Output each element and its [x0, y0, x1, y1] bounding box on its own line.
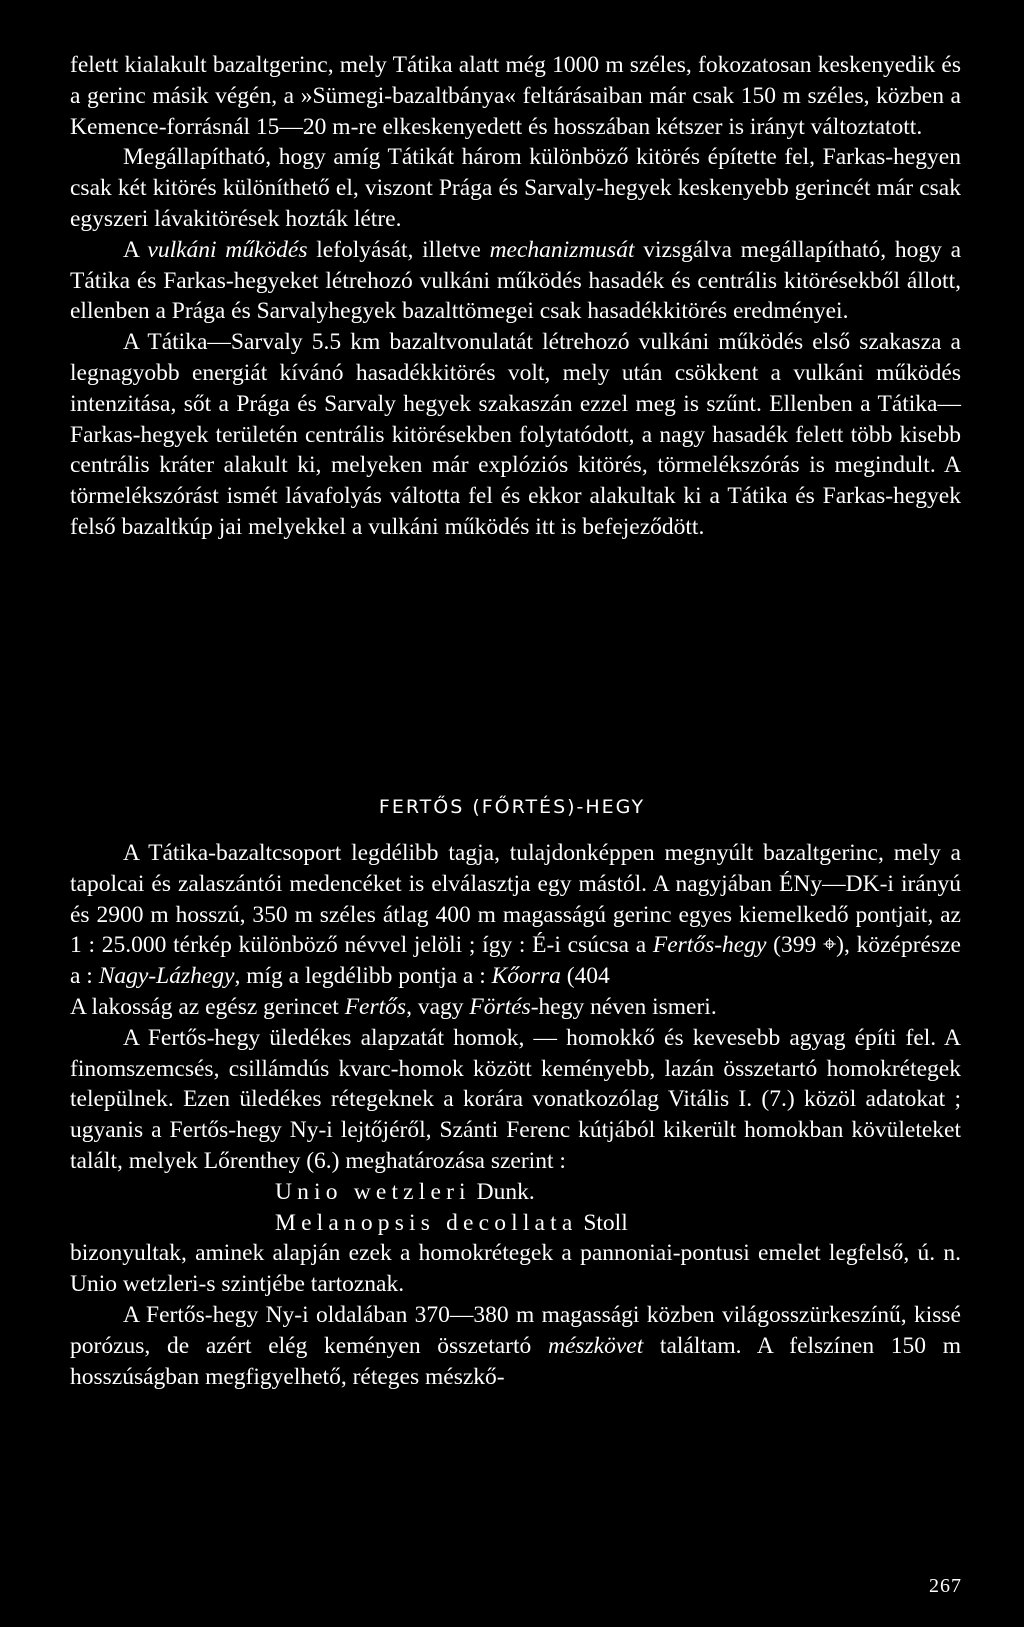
paragraph-sediments: A Fertős-hegy üledékes alapzatát homok, — homokkő és kevesebb agyag építi fel. A finomszemcsés, csillámdús kvarc-homok között keményebb, lazán összetartó homokrétegek települnek. Ezen üledékes rétegeknek a korára vonatkozólag Vitális I. (7.) közöl adatokat ; ugyanis a Fertős-hegy Ny-i lejtőjéről, Szánti Ferenc kútjából kikerült homokban kövületeket talált, melyek Lőrenthey (6.) meghatározása szerint :	[70, 1024, 961, 1174]
italic-term: mészkövet	[547, 1332, 644, 1359]
text-run: találtam. A felszínen 150 m hosszúságban megfigyelhető, réteges mészkő-	[70, 1332, 962, 1390]
paragraph-eruptions: Megállapítható, hogy amíg Tátikát három különböző kitörés építette fel, Farkas-hegyen csak két kitörés különíthető el, viszont Prága és Sarvaly-hegyek keskenyebb gerincét már csak egyszeri lávakitörések hozták létre.	[70, 144, 961, 232]
paragraph-limestone	[70, 1300, 961, 1392]
text-run: -hegy néven ismeri.	[530, 993, 717, 1020]
paragraph-tatika-sarvaly: A Tátika—Sarvaly 5.5 km bazaltvonulatát létrehozó vulkáni működés első szakasza a legnagyobb energiát kívánó hasadékkitörés volt, mely után csökkent a vulkáni működés intenzitása, sőt a Prága és Sarvaly hegyek szakaszán ezzel meg is szűnt. Ellenben a Tátika—Farkas-hegyek területén centrális kitörésekben folytatódott, a nagy hasadék felett több kisebb centrális kráter alakult ki, melyeken már explóziós kitörés, törmelékszórás is megindult. A törmelékszórást ismét lávafolyás váltotta fel és ekkor alakultak ki a Tátika és Farkas-hegyek felső bazaltkúp jai melyekkel a vulkáni működés itt is befejeződött.	[70, 329, 961, 540]
text-run: (404	[560, 963, 610, 990]
text-block-lower	[70, 838, 961, 1392]
section-heading: FERTŐS (FŐRTÉS)-HEGY	[378, 796, 646, 818]
text-run: A Fertős-hegy Ny-i oldalában 370—380 m magassági közben világosszürkeszínű, kissé porózus, de azért elég keményen összetartó	[70, 1301, 961, 1359]
text-run: vizsgálva megállapítható, hogy a Tátika és Farkas-hegyeket létrehozó vulkáni működés hasadék és centrális kitörésekből állott, ellenben a Prága és Sarvalyhegyek bazalttömegei csak hasadékkitörés eredményei.	[70, 236, 961, 325]
italic-place-name: Fertős	[344, 993, 407, 1020]
paragraph-local-name	[70, 992, 961, 1023]
species-line-melanopsis	[70, 1208, 961, 1239]
paragraph-volcanic-activity	[70, 235, 961, 327]
paragraph-continuation: felett kialakult bazaltgerinc, mely Tátika alatt még 1000 m széles, fokozatosan keskenyedik és a gerinc másik végén, a »Sümegi-bazaltbánya« feltárásaiban már csak 150 m széles, közben a Kemence-forrásnál 15—20 m-re elkeskenyedett és hosszában kétszer is irányt változtatott.	[70, 52, 961, 140]
italic-place-name: Förtés	[469, 993, 531, 1020]
italic-place-name: Fertős-hegy	[652, 932, 767, 959]
text-run: lefolyását, illetve	[307, 236, 490, 263]
text-run: A Tátika-bazaltcsoport legdélibb tagja, tulajdonképpen megnyúlt bazaltgerinc, mely a tapolcai és zalaszántói medencéket is elválasztja egy mástól. A nagyjában ÉNy—DK-i irányú és 2900 m hosszú, 350 m széles átlag 400 m magasságú gerinc egyes kiemelkedő pontjait, az 1 : 25.000 térkép különböző névvel jelöli ; így : É-i csúcsa a	[70, 840, 961, 959]
species-line-unio	[70, 1177, 961, 1208]
species-name: Unio wetzleri	[275, 1178, 471, 1205]
species-author: Stoll	[577, 1209, 628, 1236]
italic-place-name: Nagy-Lázhegy	[98, 963, 235, 990]
species-author: Dunk.	[470, 1178, 535, 1205]
text-run: , míg a legdélibb pontja a :	[234, 963, 492, 990]
page-number: 267	[929, 1575, 962, 1597]
paragraph-fertos-intro	[70, 838, 961, 992]
italic-place-name: Kőorra	[491, 963, 561, 990]
italic-term: mechanizmusát	[489, 236, 635, 263]
text-run: (399 ⌖), középrésze a :	[70, 932, 961, 990]
italic-term: vulkáni működés	[147, 236, 308, 263]
species-name: Melanopsis decollata	[275, 1209, 578, 1236]
text-run: A lakosság az egész gerincet	[70, 993, 345, 1020]
text-block-upper	[70, 50, 961, 543]
paragraph-pannonian: bizonyultak, aminek alapján ezek a homokrétegek a pannoniai-pontusi emelet legfelső, ú. n. Unio wetzleri-s szintjébe tartoznak.	[70, 1240, 961, 1298]
text-run: , vagy	[406, 993, 470, 1020]
text-run: A	[123, 236, 148, 263]
